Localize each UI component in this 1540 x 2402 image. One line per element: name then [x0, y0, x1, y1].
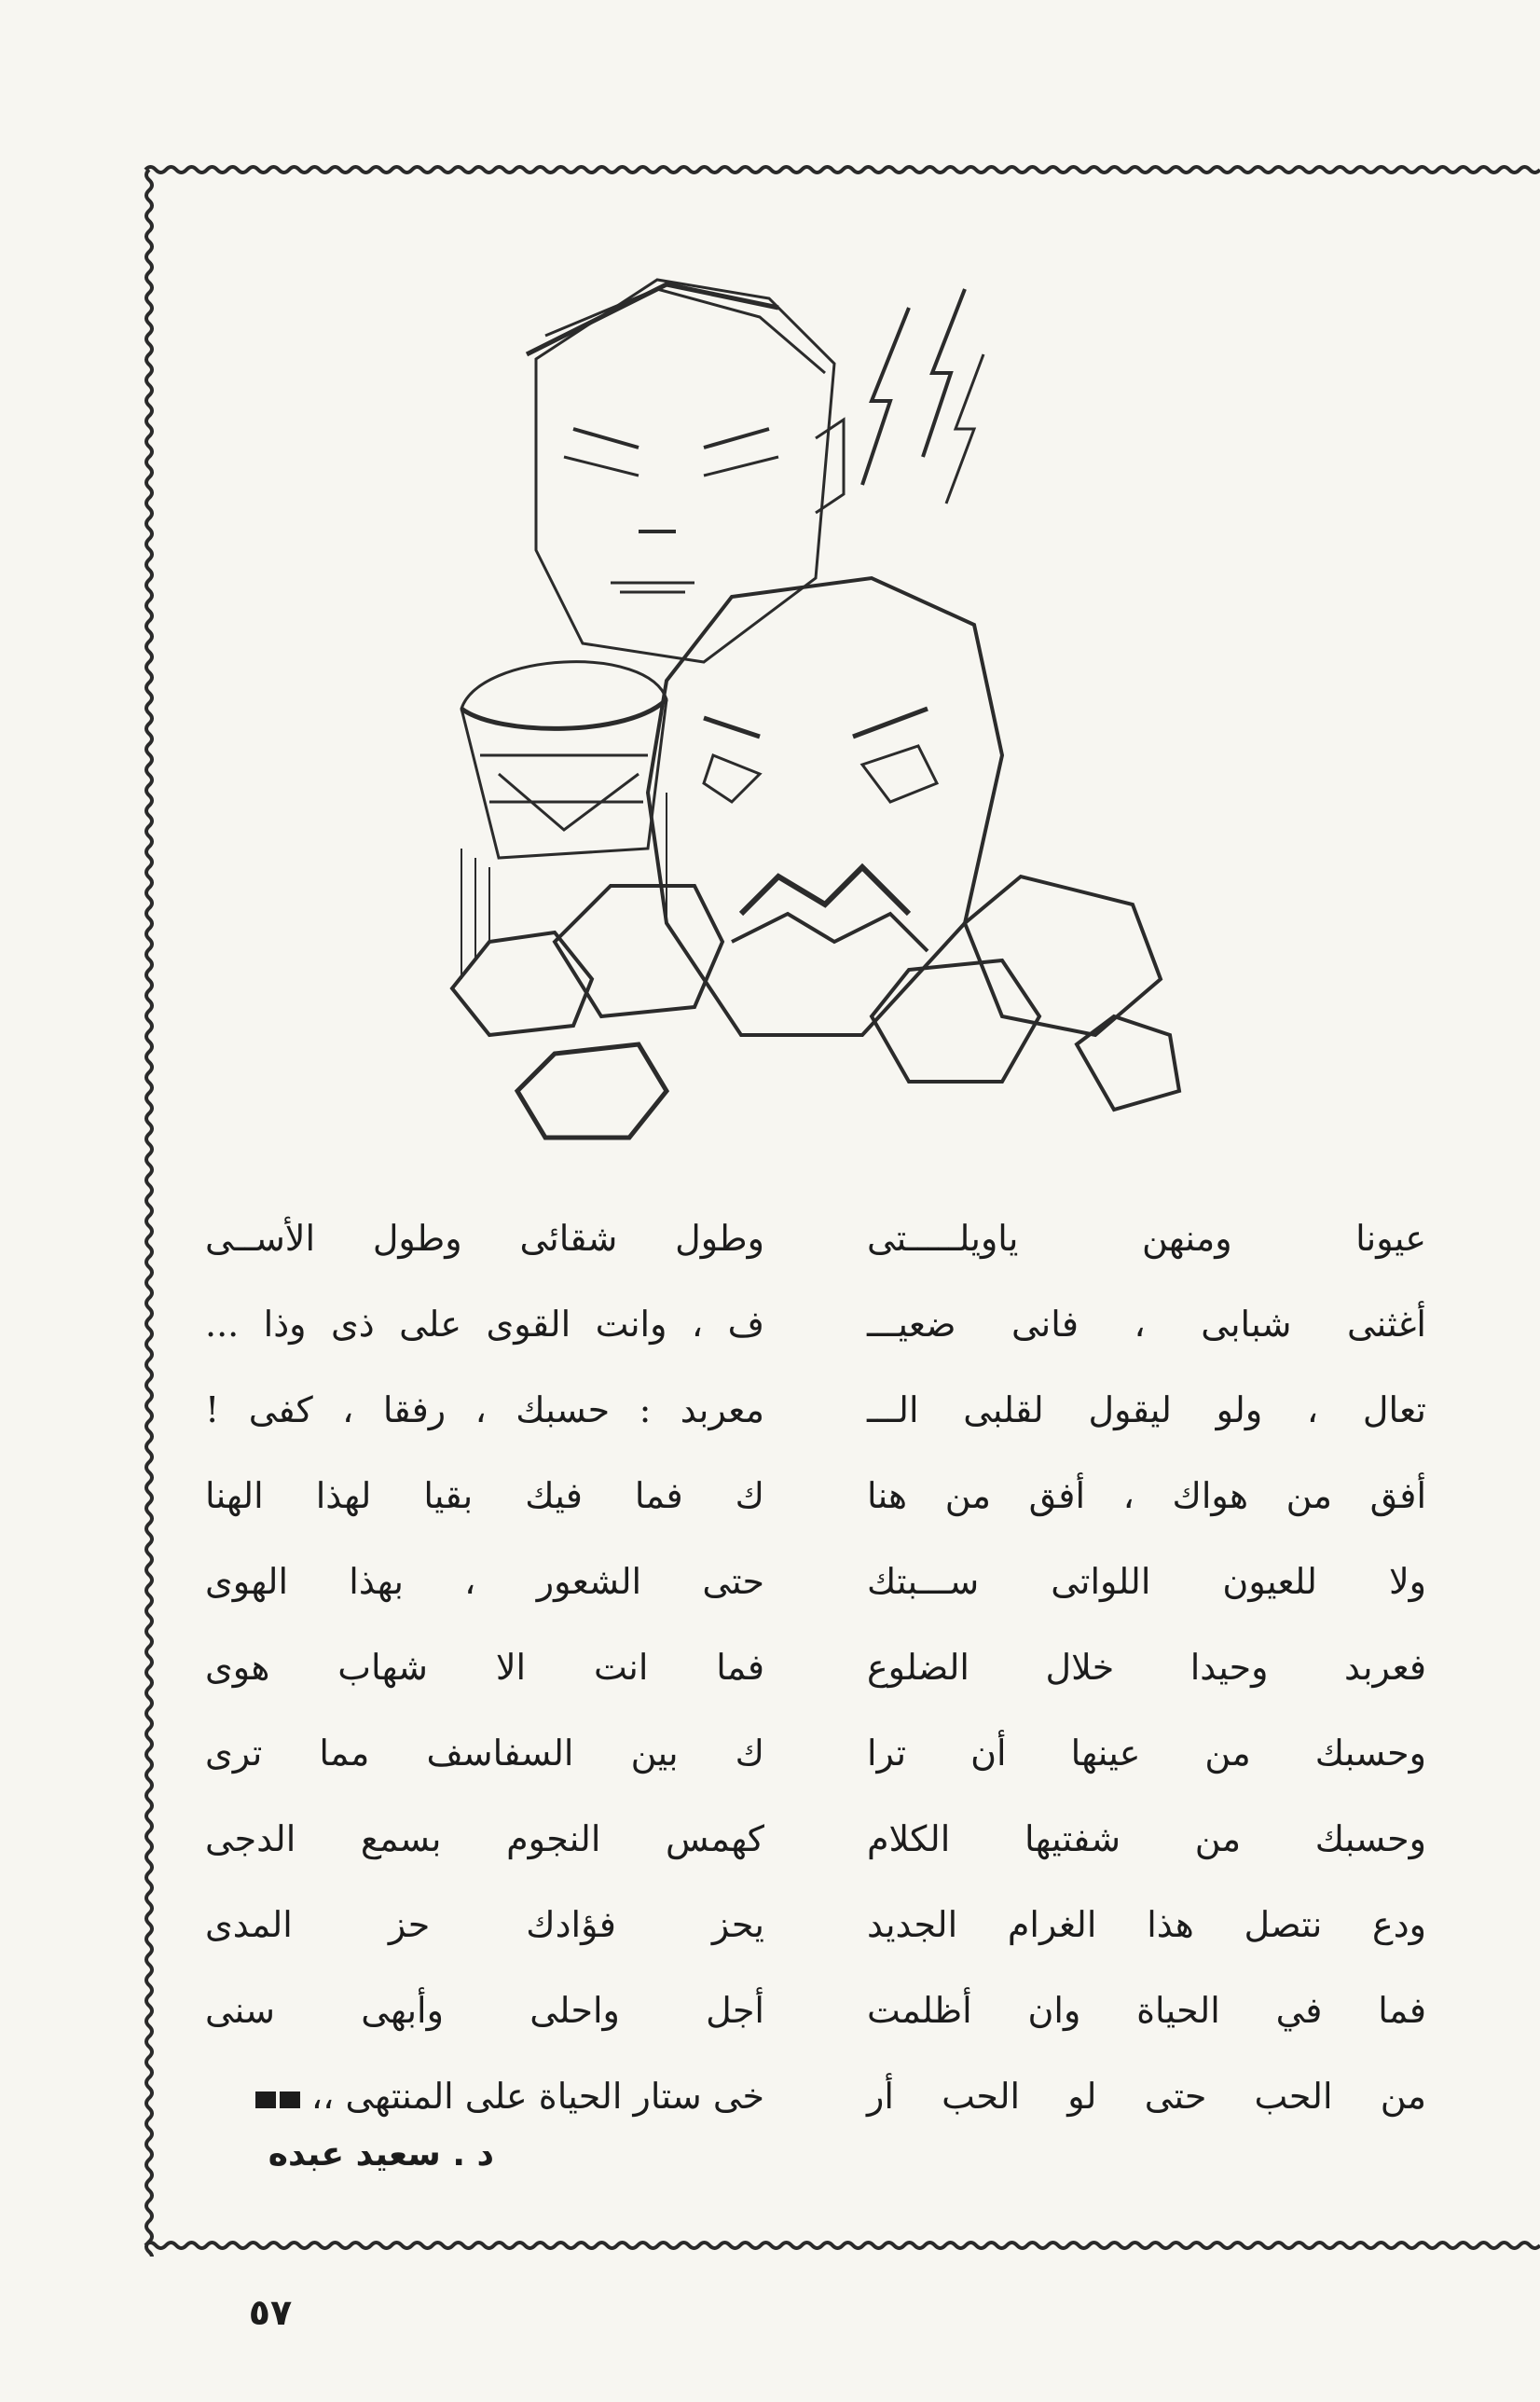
poem-line: ف ، وانت القوى على ذى وذا ...: [205, 1304, 764, 1345]
poem-line: كهمس النجوم بسمع الدجى: [205, 1818, 764, 1859]
poem-line: ولا للعيون اللواتى ســـبتك: [867, 1561, 1426, 1602]
poem-line: فما في الحياة وان أظلمت: [867, 1990, 1426, 2031]
poem-line: معربد : حسبك ، رفقا ، كفى !: [205, 1389, 764, 1430]
poem-line: ك بين السفاسف مما ترى: [205, 1732, 764, 1774]
poem-left-column: [205, 1195, 764, 2139]
poem-line: وحسبك من شفتيها الكلام: [867, 1818, 1426, 1859]
poem-line: عيونا ومنهن ياويلـــــتى: [867, 1218, 1426, 1259]
poem-line: ودع نتصل هذا الغرام الجديد: [867, 1904, 1426, 1945]
poem-line: وطول شقائى وطول الأســى: [205, 1218, 764, 1259]
poem-line: أغثنى شبابى ، فانى ضعيـــ: [867, 1304, 1426, 1345]
poem-line: حتى الشعور ، بهذا الهوى: [205, 1561, 764, 1602]
poem-line: أجل واحلى وأبهى سنى: [205, 1990, 764, 2031]
poem-line: يحز فؤادك حز المدى: [205, 1904, 764, 1945]
poem-line-last: [205, 2053, 764, 2139]
sketch-illustration-two-faces: [424, 270, 1207, 1156]
poem-line: تعال ، ولو ليقول لقلبى الـــ: [867, 1389, 1426, 1430]
poem-line: من الحب حتى لو الحب أر: [867, 2076, 1426, 2117]
end-mark-icon: [280, 2091, 300, 2108]
poem-line: ك فما فيك بقيا لهذا الهنا: [205, 1475, 764, 1516]
poem-right-column: [867, 1195, 1426, 2139]
end-mark-icon: [255, 2091, 276, 2108]
poem-line: فما انت الا شهاب هوى: [205, 1647, 764, 1688]
poem-line: أفق من هواك ، أفق من هنا: [867, 1475, 1426, 1516]
author-signature: د . سعيد عبده: [268, 2135, 494, 2174]
poem-line-text: خى ستار الحياة على المنتهى ،،: [310, 2076, 764, 2117]
page-number: ٥٧: [248, 2292, 293, 2333]
poem-line: فعربد وحيدا خلال الضلوع: [867, 1647, 1426, 1688]
poem-line: وحسبك من عينها أن ترا: [867, 1732, 1426, 1774]
